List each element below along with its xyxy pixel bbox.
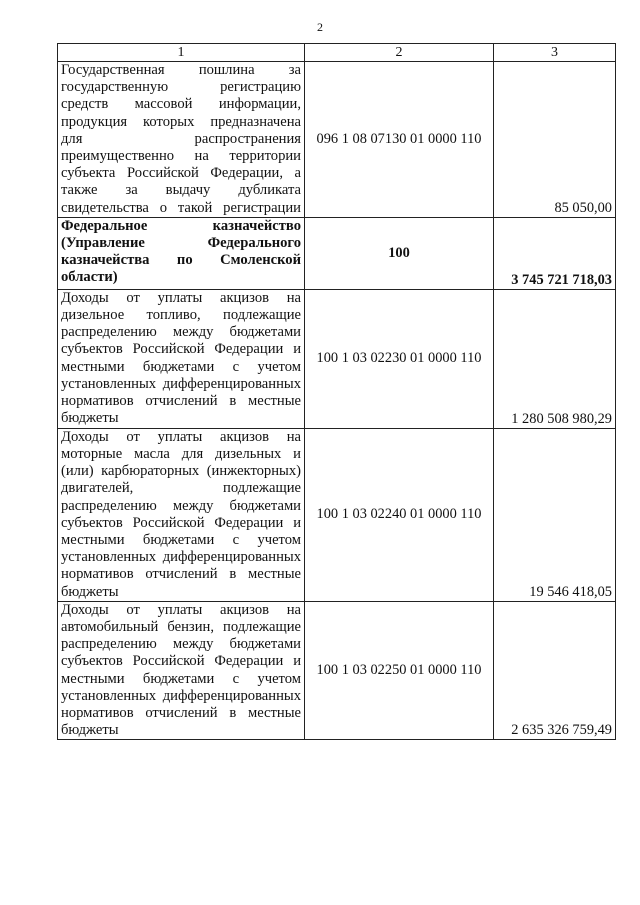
table-header-row <box>58 44 616 62</box>
revenue-name: Доходы от уплаты акцизов на дизельное топливо, подлежащие распределению между бюджетами субъектов Российской Федерации и местными бюджетами с учетом установленных дифференцированных нормативов отчислений в местные бюджеты <box>58 289 305 428</box>
column-header-1: 1 <box>58 44 305 62</box>
revenue-name: Доходы от уплаты акцизов на моторные масла для дизельных и (или) карбюраторных (инжекторных) двигателей, подлежащие распределению между бюджетами субъектов Российской Федерации и местными бюджетами с учетом установленных дифференцированных нормативов отчислений в местные бюджеты <box>58 428 305 601</box>
column-header-3: 3 <box>494 44 616 62</box>
revenue-amount: 85 050,00 <box>494 62 616 218</box>
administrator-code: 100 <box>305 217 494 289</box>
administrator-total: 3 745 721 718,03 <box>494 217 616 289</box>
revenue-amount: 2 635 326 759,49 <box>494 601 616 740</box>
budget-code: 100 1 03 02230 01 0000 110 <box>305 289 494 428</box>
column-header-2: 2 <box>305 44 494 62</box>
budget-code: 100 1 03 02250 01 0000 110 <box>305 601 494 740</box>
revenue-name: Государственная пошлина за государственную регистрацию средств массовой информации, продукция которых предназначена для распространения преимущественно на территории субъекта Российской Федерации, а также за выдачу дубликата свидетельства о такой регистрации <box>58 62 305 218</box>
revenue-amount: 1 280 508 980,29 <box>494 289 616 428</box>
revenue-table <box>57 43 616 740</box>
budget-code: 100 1 03 02240 01 0000 110 <box>305 428 494 601</box>
administrator-name: Федеральное казначейство (Управление Федерального казначейства по Смоленской области) <box>58 217 305 289</box>
table-row <box>58 601 616 740</box>
table-row <box>58 62 616 218</box>
table-row <box>58 289 616 428</box>
revenue-amount: 19 546 418,05 <box>494 428 616 601</box>
budget-code: 096 1 08 07130 01 0000 110 <box>305 62 494 218</box>
page-number: 2 <box>317 20 323 34</box>
table-row <box>58 428 616 601</box>
revenue-name: Доходы от уплаты акцизов на автомобильный бензин, подлежащие распределению между бюджетами субъектов Российской Федерации и местными бюджетами с учетом установленных дифференцированных нормативов отчислений в местные бюджеты <box>58 601 305 740</box>
table-row <box>58 217 616 289</box>
